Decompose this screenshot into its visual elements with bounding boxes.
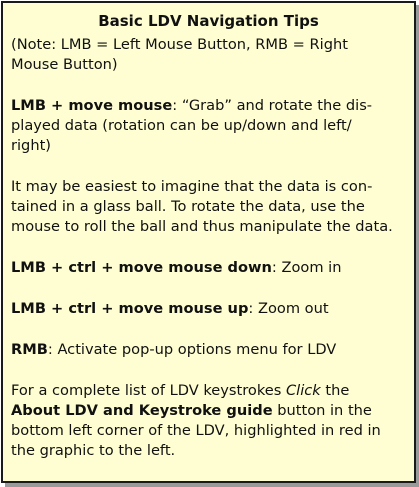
ball-tip-line-3: mouse to roll the ball and thus manipulate the data. [11, 218, 393, 235]
panel-title: Basic LDV Navigation Tips [98, 12, 319, 30]
navigation-tips-panel [1, 1, 416, 483]
guide-tip-line-2 [11, 401, 372, 421]
guide-tip-line-4: the graphic to the left. [11, 442, 176, 459]
guide-tip-end: the [320, 382, 350, 399]
guide-tip-text: For a complete list of LDV keystrokes [11, 382, 286, 399]
rmb-key: RMB [11, 341, 48, 358]
note-line-1: (Note: LMB = Left Mouse Button, RMB = Right [11, 36, 348, 53]
note-line-2: Mouse Button) [11, 56, 118, 73]
zoom-out-tip [11, 299, 329, 319]
guide-tip-line-1 [11, 381, 349, 401]
rotate-tip-line-1 [11, 96, 372, 116]
ball-tip-line-1: It may be easiest to imagine that the data is con- [11, 178, 373, 195]
rotate-tip-text: : “Grab” and rotate the dis- [172, 97, 373, 114]
guide-tip-click: Click [285, 382, 321, 399]
zoom-in-tip [11, 258, 341, 278]
zoom-out-key: LMB + ctrl + move mouse up [11, 300, 249, 317]
rmb-tip [11, 340, 336, 360]
rotate-tip-key: LMB + move mouse [11, 97, 173, 114]
zoom-in-text: : Zoom in [271, 259, 342, 276]
rotate-tip-line-3: right) [11, 137, 51, 154]
guide-tip-button-text: button in the [272, 402, 372, 419]
guide-button-name: About LDV and Keystroke guide [11, 402, 273, 419]
zoom-in-key: LMB + ctrl + move mouse down [11, 259, 272, 276]
rotate-tip-line-2: played data (rotation can be up/down and left/ [11, 117, 352, 134]
ball-tip-line-2: tained in a glass ball. To rotate the data, use the [11, 198, 365, 215]
rmb-text: : Activate pop-up options menu for LDV [47, 341, 337, 358]
zoom-out-text: : Zoom out [248, 300, 329, 317]
guide-tip-line-3: bottom left corner of the LDV, highlighted in red in [11, 422, 381, 439]
